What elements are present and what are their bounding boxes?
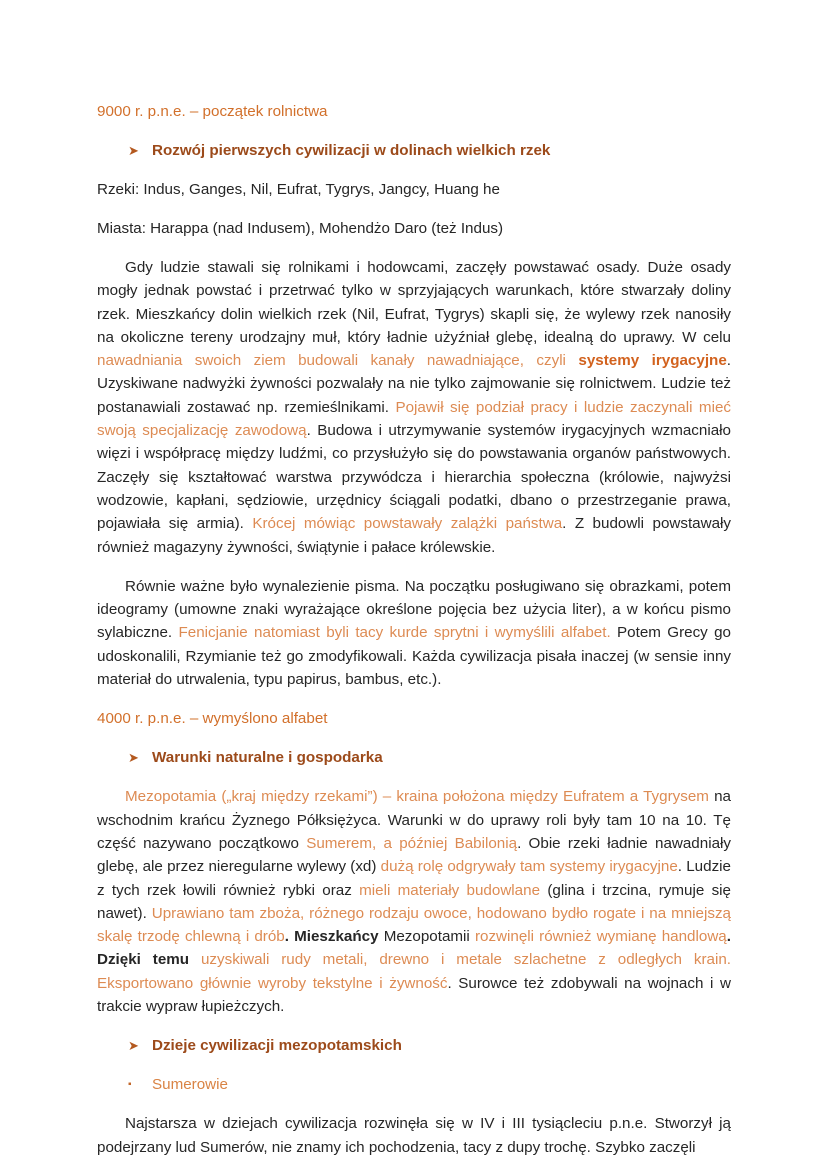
section-heading-label: Dzieje cywilizacji mezopotamskich xyxy=(152,1037,402,1055)
par3-seg-p: uzyskiwali rudy metali, drewno i metale szlachetne z odległych krain. Eksportowano głównie wyroby tekstylne i żywność xyxy=(97,951,731,992)
par1-seg-b: nawadniania swoich ziem budowali kanały nawadniające, czyli xyxy=(97,352,579,370)
par3-seg-n: rozwinęli również wymianę handlową xyxy=(474,928,727,946)
paragraph-mezopotamia xyxy=(97,785,731,1018)
par3-seg-m: Mezopotamii xyxy=(378,928,475,946)
par2-seg-c: Potem Grecy go udoskonalili, Rzymianie też go zmodyfikowali. Każda cywilizacja pisała inaczej (w sensie inny materiał do utrwalenia, typu papirus, bambus, etc.). xyxy=(97,624,731,689)
sub-bullet-sumerowie xyxy=(97,1073,731,1096)
par1-seg-e: Pojawił się podział pracy i ludzie zaczynali mieć swoją specjalizację zawodową xyxy=(97,398,731,440)
par2-seg-b: Fenicjanie natomiast byli tacy kurde sprytni i wymyślili alfabet. xyxy=(178,624,611,642)
par2-seg-a: Równie ważne było wynalezienie pisma. Na początku posługiwano się obrazkami, potem ideogramy (umowne znaki wyrażające określone pojęcia bez użycia liter), a w końcu pismo sylabiczne. xyxy=(97,577,731,642)
par1-seg-g: Krócej mówiąc powstawały zalążki państwa xyxy=(252,515,563,533)
par3-seg-k: Uprawiano tam zboża, różnego rodzaju owoce, hodowano bydło rogate i na mniejszą skalę trzodę chlewną i drób xyxy=(97,904,731,946)
list-line-miasta: Miasta: Harappa (nad Indusem), Mohendżo Daro (też Indus) xyxy=(97,220,504,237)
par1-seg-h: . Z budowli powstawały również magazyny żywności, świątynie i pałace królewskie. xyxy=(97,515,731,556)
arrow-bullet-icon: ➤ xyxy=(128,143,139,158)
par1-seg-d: . Uzyskiwane nadwyżki żywności pozwalały na nie tylko zajmowanie się rolnictwem. Ludzie też postanawiali zostawać np. rzemieślnikami. xyxy=(97,352,732,416)
sub-bullet-label: Sumerowie xyxy=(152,1076,228,1094)
list-line-rzeki: Rzeki: Indus, Ganges, Nil, Eufrat, Tygrys, Jangcy, Huang he xyxy=(97,181,500,198)
par3-seg-o: . Dzięki temu xyxy=(97,928,731,969)
arrow-bullet-icon: ➤ xyxy=(128,1038,139,1054)
section-heading-dzieje-cywilizacji xyxy=(97,1034,731,1057)
par3-seg-i: mieli materiały budowlane xyxy=(359,881,541,899)
paragraph-sumerowie: Najstarsza w dziejach cywilizacja rozwinęła się w IV i III tysiącleciu p.n.e. Stworzył ją podejrzany lud Sumerów, nie znamy ich pochodzenia, tacy z dupy trochę. Szybko zaczęli xyxy=(97,1115,731,1156)
par3-seg-j: (glina i trzcina, rymuje się nawet). xyxy=(97,881,731,922)
section-heading-warunki-naturalne xyxy=(97,746,731,769)
par3-seg-l: . Mieszkańcy xyxy=(284,928,379,946)
par3-seg-e: Sumerem, a później Babilonią xyxy=(306,834,518,852)
par3-seg-a: Mezopotamia („kraj między rzekami”) – kraina położona między Eufratem a Tygrysem xyxy=(125,788,709,806)
par3-seg-b: na wschodnim krańcu Żyznego Półksiężyca. Warunki w xyxy=(97,788,731,829)
date-marker-9000: 9000 r. p.n.e. – początek rolnictwa xyxy=(97,103,328,120)
par1-seg-a: Gdy ludzie stawali się rolnikami i hodowcami, zaczęły powstawać osady. Duże osady mogły jednak powstać i przetrwać tylko w sprzyjających warunkach, które stwarzały doliny rzek. Mieszkańcy dolin wielkich rzek (Nil, Eufrat, Tygrys) skapli się, że wylewy rzek nanosiły na okoliczne tereny urodzajny muł, który ładnie użyźniał glebę, idealną do uprawy. W celu xyxy=(97,259,731,346)
section-heading-label: Warunki naturalne i gospodarka xyxy=(152,749,383,767)
par1-seg-f: . Budowa i utrzymywanie systemów irygacyjnych wzmacniało więzi i współpracę między ludźmi, co przysłużyło się do powstawania organów państwowych. Zaczęły się kształtować warstwa przywódcza i hierarchia społeczna (królowie, najwyżsi wodzowie, kapłani, sędziowie, urzędnicy ściągali podatki, dbano o przestrzeganie prawa, pojawiała się armia). xyxy=(97,422,731,533)
square-bullet-icon: ▪ xyxy=(128,1079,132,1091)
par3-seg-q: . Surowce też zdobywali na wojnach i w trakcie wypraw łupieżczych. xyxy=(97,974,731,1016)
par1-seg-c: systemy irygacyjne xyxy=(578,352,727,370)
document-content xyxy=(97,100,731,1159)
arrow-bullet-icon: ➤ xyxy=(128,750,139,766)
par3-seg-f: . Obie rzeki ładnie nawadniały glebę, ale przez nieregularne wylewy (xd) xyxy=(97,834,731,876)
section-heading-label: Rozwój pierwszych cywilizacji w dolinach wielkich rzek xyxy=(152,142,551,159)
date-marker-4000: 4000 r. p.n.e. – wymyślono alfabet xyxy=(97,710,328,728)
par3-seg-g: dużą rolę odgrywały tam systemy irygacyjne xyxy=(380,858,678,876)
par3-seg-d: do uprawy roli były tam 10 na 10. Tę część nazywano początkowo xyxy=(97,811,731,852)
paragraph-pismo xyxy=(97,575,731,691)
section-heading-rozwoj-cywilizacji xyxy=(97,139,731,162)
par3-seg-h: . Ludzie z tych rzek łowili również rybki oraz xyxy=(97,858,731,899)
paragraph-osady xyxy=(97,256,731,559)
